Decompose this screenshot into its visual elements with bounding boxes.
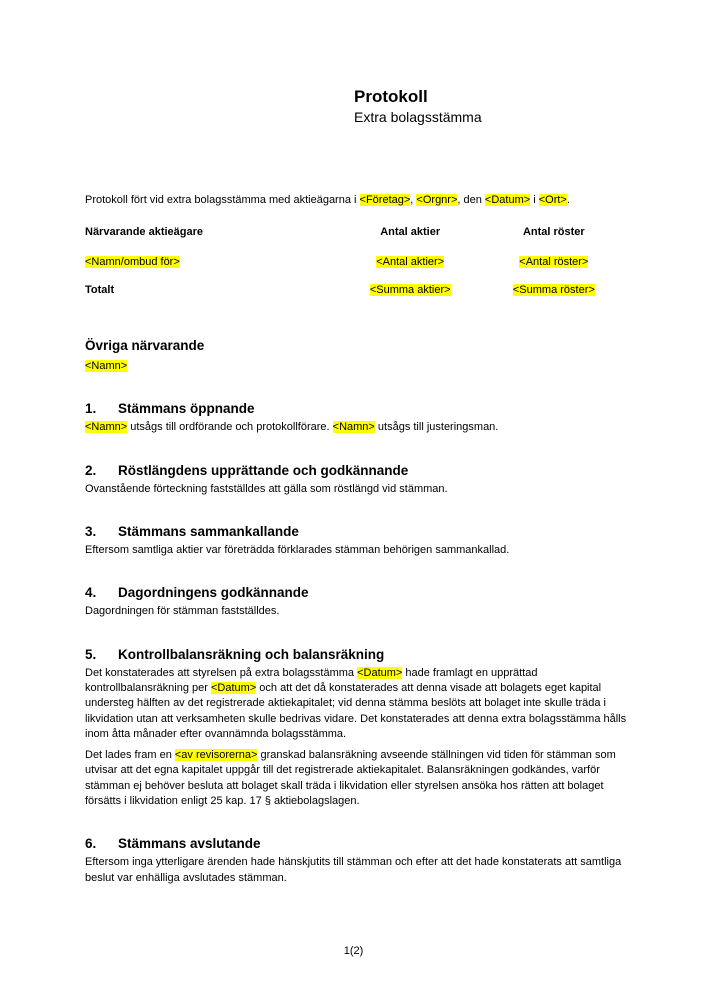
section-3 (85, 523, 627, 558)
placeholder-highlight[interactable]: <Företag> (359, 194, 411, 206)
text-run: Det konstaterades att styrelsen på extra bolagsstämma (85, 666, 358, 679)
text-run: Dagordningen för stämman fastställdes. (85, 605, 280, 618)
text-run: utsågs till justeringsman. (374, 421, 499, 434)
section-heading (85, 523, 627, 540)
total-shares-placeholder[interactable]: <Summa aktier> (369, 283, 451, 296)
text-run: och att det då konstaterades att denna visade att bolagets eget kapital understeg hälften av det registrerade aktiekapitalet; vid denna stämma beslöts att bolaget inte skulle träda i likvidation utan att verksamheten skulle bedrivas vidare. Det konstaterades att denna extra bolagsstämma hålls inom åtta månader efter ovannämnda bolagsstämma. (85, 681, 627, 740)
section-body (85, 420, 627, 435)
section-body (85, 543, 627, 558)
section-paragraph (85, 604, 627, 619)
section-title: Kontrollbalansräkning och balansräkning (118, 646, 385, 662)
shareholder-shares-placeholder[interactable]: <Antal aktier> (376, 255, 445, 268)
section-heading (85, 584, 627, 601)
section-number: 5. (85, 646, 97, 662)
page-number: 1(2) (343, 945, 364, 957)
section-paragraph (85, 543, 627, 558)
total-row (85, 283, 627, 298)
section-paragraph (85, 855, 627, 886)
text-run: Ovanstående förteckning fastställdes att gälla som röstlängd vid stämman. (85, 482, 448, 495)
shareholder-name-placeholder[interactable]: <Namn/ombud för> (85, 255, 180, 268)
placeholder-highlight[interactable]: <av revisorerna> (174, 749, 258, 762)
shareholder-row (85, 255, 627, 283)
section-paragraph (85, 748, 627, 809)
text-run: , den (457, 194, 485, 206)
section-4 (85, 584, 627, 619)
text-run: Eftersom samtliga aktier var företrädda förklarades stämman behörigen sammankallad. (85, 544, 510, 557)
text-run: . (566, 194, 570, 206)
total-votes-placeholder[interactable]: <Summa röster> (512, 283, 595, 296)
intro-paragraph (85, 193, 627, 208)
section-number: 3. (85, 524, 97, 540)
section-heading (85, 646, 627, 663)
text-run: Eftersom inga ytterligare ärenden hade hänskjutits till stämman och efter att det hade konstaterats att samtliga beslut var enhälliga avslutades stämman. (85, 856, 622, 884)
placeholder-highlight[interactable]: <Datum> (357, 666, 403, 679)
others-present-heading: Övriga närvarande (85, 338, 205, 354)
others-present-value (85, 359, 627, 374)
section-heading (85, 400, 627, 417)
section-number: 4. (85, 585, 97, 601)
section-paragraph (85, 420, 627, 435)
section-title: Stämmans avslutande (118, 836, 261, 852)
text-run: granskad balansräkning avseende ställningen vid tiden för stämman som utvisar att det egna kapitalet uppgår till det registrerade aktiekapitalet. Balansräkningen godkändes, varför stämman ej behöver besluta att bolaget skall träda i likvidation eller styrelsen ansöka hos rätten att bolaget försätts i likvidation enligt 25 kap. 17 § aktiebolagslagen. (85, 749, 616, 808)
placeholder-highlight[interactable]: <Namn> (85, 421, 128, 434)
others-name-placeholder[interactable]: <Namn> (85, 360, 128, 373)
title-block (354, 0, 627, 126)
text-run: utsågs till ordförande och protokollförare. (127, 421, 333, 434)
placeholder-highlight[interactable]: <Orgnr> (416, 194, 458, 206)
text-run: Det lades fram en (85, 749, 175, 762)
total-label: Totalt (85, 283, 115, 296)
section-title: Stämmans öppnande (118, 401, 255, 417)
section-6 (85, 835, 627, 886)
section-number: 6. (85, 836, 97, 852)
section-number: 1. (85, 401, 97, 417)
sections-container (85, 400, 627, 885)
placeholder-highlight[interactable]: <Datum> (210, 681, 257, 694)
section-body (85, 604, 627, 619)
section-1 (85, 400, 627, 435)
placeholder-highlight[interactable]: <Datum> (484, 194, 531, 206)
section-heading (85, 462, 627, 479)
text-run: i (530, 194, 539, 206)
section-title: Stämmans sammankallande (118, 524, 299, 540)
attendees-table (85, 225, 627, 298)
text-run: , (410, 194, 417, 206)
section-number: 2. (85, 462, 97, 478)
document-subtitle: Extra bolagsstämma (354, 109, 482, 125)
section-paragraph (85, 666, 627, 742)
header-votes: Antal röster (522, 226, 585, 239)
section-heading (85, 835, 627, 852)
header-shares: Antal aktier (380, 226, 441, 239)
others-present-block (85, 337, 627, 374)
section-body (85, 482, 627, 497)
section-title: Dagordningens godkännande (118, 585, 309, 601)
section-body (85, 666, 627, 810)
section-5 (85, 646, 627, 810)
section-paragraph (85, 482, 627, 497)
header-shareholders: Närvarande aktieägare (85, 226, 204, 239)
shareholder-votes-placeholder[interactable]: <Antal röster> (519, 255, 589, 268)
placeholder-highlight[interactable]: <Ort> (538, 194, 567, 206)
placeholder-highlight[interactable]: <Namn> (332, 421, 375, 434)
section-body (85, 855, 627, 886)
text-run: Protokoll fört vid extra bolagsstämma med aktieägarna i (85, 194, 360, 206)
text-run: hade framlagt en upprättad kontrollbalansräkning per (85, 666, 538, 694)
section-2 (85, 462, 627, 497)
attendees-header-row (85, 225, 627, 254)
section-title: Röstlängdens upprättande och godkännande (118, 462, 409, 478)
document-title: Protokoll (354, 87, 428, 106)
